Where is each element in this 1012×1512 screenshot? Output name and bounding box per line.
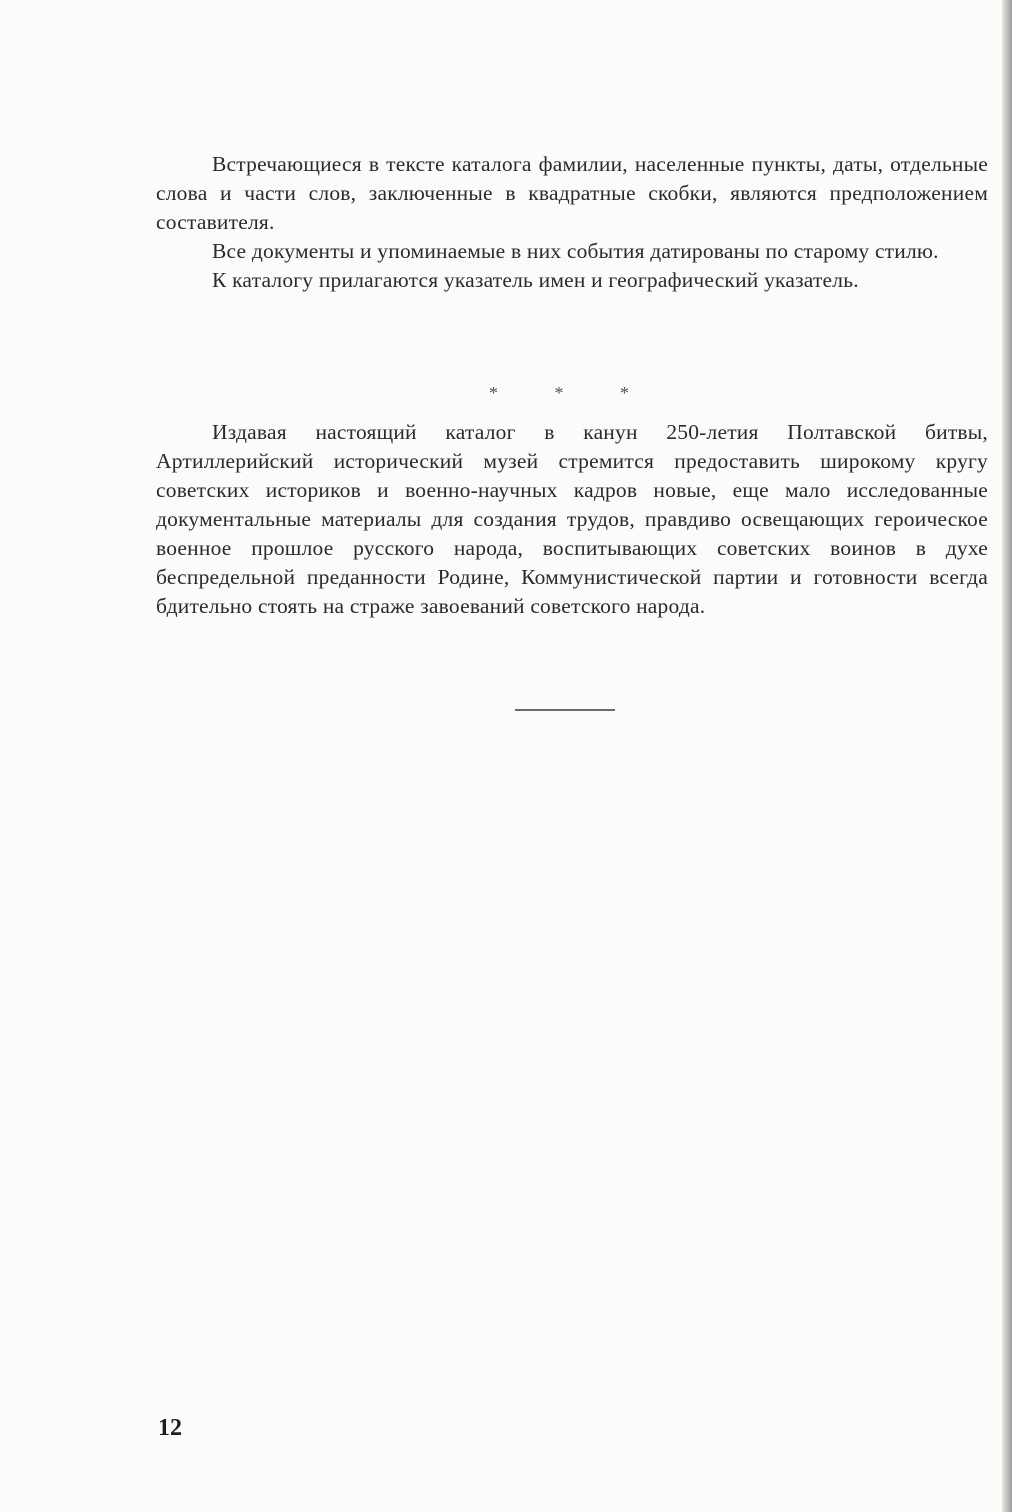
page-edge xyxy=(1002,0,1012,1512)
end-rule xyxy=(515,709,615,711)
paragraph-purpose: Издавая настоящий каталог в канун 250-летия Полтавской битвы, Артиллерийский исторический музей стремится предоставить широкому кругу советских историков и военно-научных кадров новые, еще мало исследованные документальные материалы для создания трудов, правдиво освещающих героическое военное прошлое русского народа, воспитывающих советских воинов в духе беспредельной преданности Родине, Коммунистической партии и готовности всегда бдительно стоять на страже завоеваний советского народа. xyxy=(156,420,988,618)
closing-section xyxy=(156,418,988,621)
main-text xyxy=(156,150,988,618)
paragraph-brackets-note: Встречающиеся в тексте каталога фамилии, населенные пункты, даты, отдельные слова и части слов, заключенные в квадратные скобки, являются предположением составителя. xyxy=(156,152,988,234)
paragraph-index-note: К каталогу прилагаются указатель имен и географический указатель. xyxy=(212,268,859,292)
section-divider: * * * xyxy=(489,383,655,403)
page-number: 12 xyxy=(158,1415,182,1441)
paragraph-dating-note: Все документы и упоминаемые в них события датированы по старому стилю. xyxy=(212,239,939,263)
